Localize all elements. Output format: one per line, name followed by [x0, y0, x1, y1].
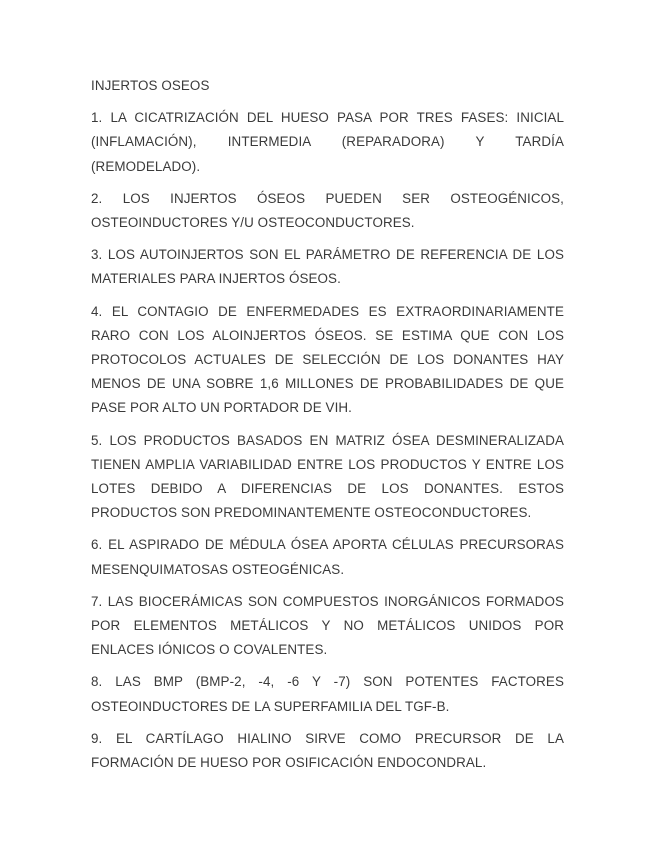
list-item-7: 7. LAS BIOCERÁMICAS SON COMPUESTOS INORGÁNICOS FORMADOS POR ELEMENTOS METÁLICOS Y NO METÁLICOS UNIDOS POR ENLACES IÓNICOS O COVALENTES.	[91, 593, 564, 658]
document-page	[91, 74, 564, 783]
list-item-9: 9. EL CARTÍLAGO HIALINO SIRVE COMO PRECURSOR DE LA FORMACIÓN DE HUESO POR OSIFICACIÓN ENDOCONDRAL.	[91, 730, 564, 771]
list-item-5: 5. LOS PRODUCTOS BASADOS EN MATRIZ ÓSEA DESMINERALIZADA TIENEN AMPLIA VARIABILIDAD ENTRE LOS PRODUCTOS Y ENTRE LOS LOTES DEBIDO A DIFERENCIAS DE LOS DONANTES. ESTOS PRODUCTOS SON PREDOMINANTEMENTE OSTEOCONDUCTORES.	[91, 432, 564, 521]
document-title: INJERTOS OSEOS	[91, 78, 210, 93]
list-item-2: 2. LOS INJERTOS ÓSEOS PUEDEN SER OSTEOGÉNICOS, OSTEOINDUCTORES Y/U OSTEOCONDUCTORES.	[91, 190, 564, 231]
list-item-6: 6. EL ASPIRADO DE MÉDULA ÓSEA APORTA CÉLULAS PRECURSORAS MESENQUIMATOSAS OSTEOGÉNICAS.	[91, 537, 564, 577]
list-item-8: 8. LAS BMP (BMP-2, -4, -6 Y -7) SON POTENTES FACTORES OSTEOINDUCTORES DE LA SUPERFAMILIA DEL TGF-B.	[91, 674, 564, 714]
list-item-4: 4. EL CONTAGIO DE ENFERMEDADES ES EXTRAORDINARIAMENTE RARO CON LOS ALOINJERTOS ÓSEOS. SE ESTIMA QUE CON LOS PROTOCOLOS ACTUALES DE SELECCIÓN DE LOS DONANTES HAY MENOS DE UNA SOBRE 1,6 MILLONES DE PROBABILIDADES DE QUE PASE POR ALTO UN PORTADOR DE VIH.	[91, 303, 564, 416]
list-item-3: 3. LOS AUTOINJERTOS SON EL PARÁMETRO DE REFERENCIA DE LOS MATERIALES PARA INJERTOS ÓSEOS.	[91, 247, 564, 287]
list-item-1: 1. LA CICATRIZACIÓN DEL HUESO PASA POR TRES FASES: INICIAL (INFLAMACIÓN), INTERMEDIA (REPARADORA) Y TARDÍA (REMODELADO).	[91, 110, 564, 174]
